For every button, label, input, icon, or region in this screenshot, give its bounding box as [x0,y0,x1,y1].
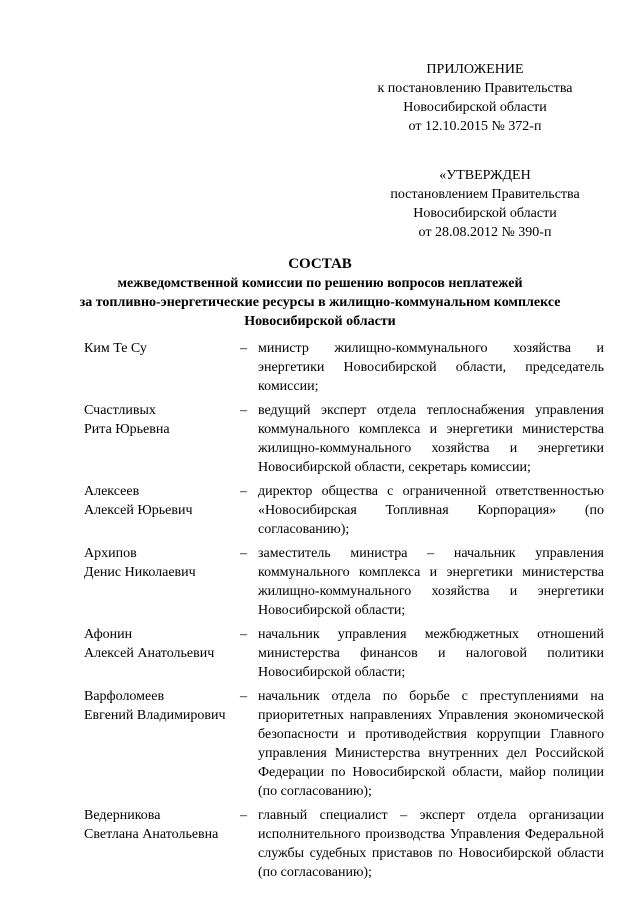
member-given-name: Алексей Анатольевич [84,646,215,661]
appendix-line: Новосибирской области [403,100,547,115]
members-list [84,339,604,887]
member-surname: Ким Те Су [84,341,147,356]
member-given-name: Алексей Юрьевич [84,503,193,518]
member-given-name: Рита Юрьевна [84,422,170,437]
member-row [84,806,604,882]
member-row [84,544,604,620]
member-surname: Афонин [84,627,133,642]
approved-line: от 28.08.2012 № 390-п [418,225,552,240]
appendix-line: к постановлению Правительства [377,81,573,96]
member-dash: – [240,627,247,642]
title-line: Новосибирской области [244,314,396,329]
member-row [84,339,604,396]
member-name [84,625,240,682]
member-dash: – [240,689,247,704]
member-row [84,401,604,477]
approved-line: Новосибирской области [413,206,557,221]
title-line: за топливно-энергетические ресурсы в жилищно-коммунальном комплексе [79,295,561,310]
member-name [84,482,240,539]
member-role: директор общества с ограниченной ответственностью «Новосибирская Топливная Корпорация» (по согласованию); [258,484,604,537]
member-surname: Архипов [84,546,137,561]
member-surname: Варфоломеев [84,689,165,704]
appendix-heading: ПРИЛОЖЕНИЕ [426,62,524,77]
member-name [84,544,240,620]
member-row [84,687,604,801]
title-main: СОСТАВ [288,256,352,272]
member-surname: Счастливых [84,403,156,418]
member-surname: Алексеев [84,484,140,499]
member-role: начальник отдела по борьбе с преступлениями на приоритетных направлениях Управления экономической безопасности и противодействия коррупции Главного управления Министерства внутренних дел Российской Федерации по Новосибирской области, майор полиции (по согласованию); [258,689,604,799]
member-name [84,339,240,396]
approved-line: постановлением Правительства [390,187,580,202]
document-title [40,255,600,331]
title-line: межведомственной комиссии по решению вопросов неплатежей [117,276,523,291]
member-row [84,625,604,682]
member-row [84,482,604,539]
member-dash: – [240,341,247,356]
member-name [84,806,240,882]
member-given-name: Денис Николаевич [84,565,196,580]
member-dash: – [240,546,247,561]
member-role: заместитель министра – начальник управления коммунального комплекса и энергетики министерства жилищно-коммунального хозяйства и энергетики Новосибирской области; [258,546,604,618]
member-dash: – [240,808,247,823]
member-role: главный специалист – эксперт отдела организации исполнительного производства Управления Федеральной службы судебных приставов по Новосибирской области (по согласованию); [258,808,604,880]
member-surname: Ведерникова [84,808,161,823]
member-given-name: Светлана Анатольевна [84,827,219,842]
member-name [84,401,240,477]
member-given-name: Евгений Владимирович [84,708,226,723]
member-role: ведущий эксперт отдела теплоснабжения управления коммунального комплекса и энергетики министерства жилищно-коммунального хозяйства и энергетики Новосибирской области, секретарь комиссии; [258,403,604,475]
approved-heading: «УТВЕРЖДЕН [439,168,531,183]
member-role: начальник управления межбюджетных отношений министерства финансов и налоговой политики Новосибирской области; [258,627,604,680]
approved-header [360,166,610,242]
appendix-line: от 12.10.2015 № 372-п [408,119,542,134]
member-role: министр жилищно-коммунального хозяйства и энергетики Новосибирской области, председатель комиссии; [258,341,604,394]
member-name [84,687,240,801]
member-dash: – [240,403,247,418]
appendix-header [340,60,610,136]
member-dash: – [240,484,247,499]
